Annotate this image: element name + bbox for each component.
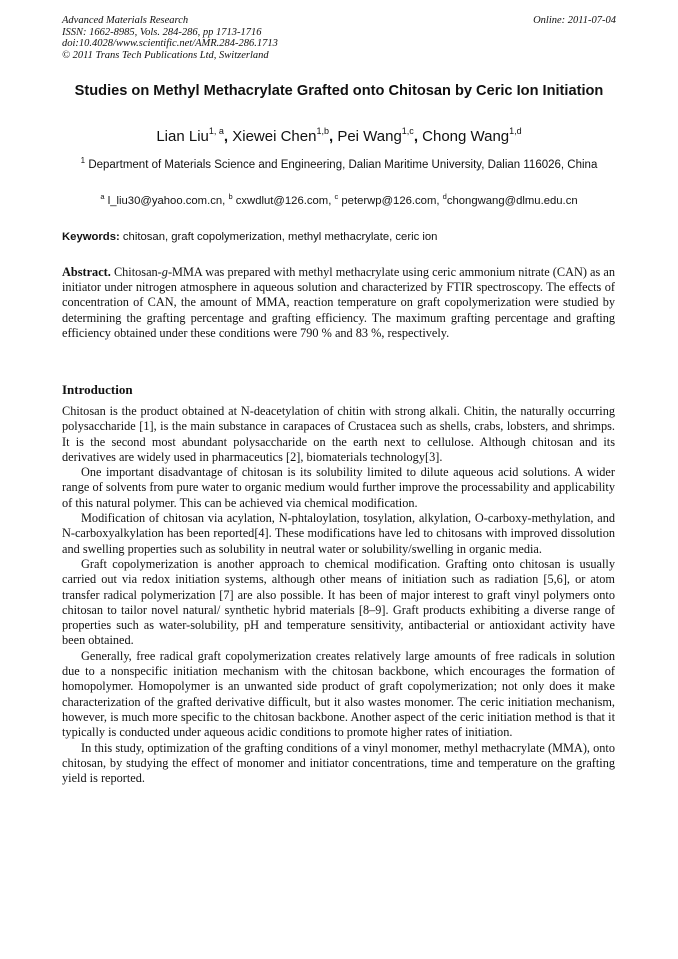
copyright-line: © 2011 Trans Tech Publications Ltd, Switzerland: [62, 49, 269, 61]
author-sup: 1, a: [208, 126, 224, 136]
paragraph: Generally, free radical graft copolymerization creates relatively large amounts of free radicals in solution due to a nonspecific initiation mechanism with the chitosan backbone, which encourages the formation of homopolymer. Homopolymer is an unwanted side product of graft copolymerization; not only does it make characterization of the grafted derivative difficult, but it also wastes monomer. The ceric initiation mechanism, however, is much more specific to the chitosan backbone. Another aspect of the ceric initiation method is that it typically is conducted under aqueous acidic conditions to promote higher rates of initiation.: [62, 648, 615, 740]
author-sup: 1,b: [316, 126, 329, 136]
online-date: Online: 2011-07-04: [533, 15, 616, 26]
paragraph: Chitosan is the product obtained at N-deacetylation of chitin with strong alkali. Chitin, the naturally occurring polysaccharide [1], is the main substance in carapaces of Crustacea such as shells, crabs, lobsters, and shrimps. It is the second most abundant polysaccharide on the earth next to cellulose. Although chitosan and its derivatives are widely used in pharmaceutics [2], biomaterials technology[3].: [62, 404, 615, 464]
email-sup: d: [442, 192, 447, 201]
author-name: Xiewei Chen: [232, 128, 317, 145]
abstract-text: -MMA was prepared with methyl methacrylate using ceric ammonium nitrate (CAN) as an initiator under nitrogen atmosphere in aqueous solution and characterized by FTIR spectroscopy. The effects of concentration of CAN, the amount of MMA, reaction temperature on graft copolymerization were studied by determining the grafting percentage and grafting efficiency. The maximum grafting percentage and grafting efficiency obtained under these conditions were 790 % and 83 %, respectively.: [62, 265, 615, 340]
keywords: [62, 230, 622, 244]
doi-line: doi:10.4028/www.scientific.net/AMR.284-286.1713: [62, 38, 278, 49]
keywords-label: Keywords:: [62, 231, 120, 243]
abstract: [62, 265, 615, 341]
paragraph: One important disadvantage of chitosan is its solubility limited to dilute aqueous acid solutions. A wider range of solvents from pure water to organic medium would further improve the processability and applicability of this natural polymer. This can be achieved via chemical modification.: [62, 465, 615, 510]
section-heading-introduction: Introduction: [62, 382, 133, 397]
abstract-label: Abstract.: [62, 265, 111, 279]
abstract-text-pre: Chitosan-: [110, 265, 162, 279]
email-sup: a: [100, 192, 105, 201]
journal-header: [62, 15, 278, 61]
email-sup: c: [334, 192, 339, 201]
affiliation: [62, 158, 616, 173]
email-address[interactable]: cxwdlut@126.com,: [235, 195, 335, 207]
author-name: Chong Wang: [422, 128, 510, 145]
email-list: [62, 194, 616, 208]
abstract-graft-g: g: [161, 265, 168, 279]
email-address[interactable]: chongwang@dlmu.edu.cn: [446, 195, 578, 207]
email-sup: b: [228, 192, 233, 201]
paragraph: Modification of chitosan via acylation, N-phtaloylation, tosylation, alkylation, O-carboxy-methylation, and N-carboxyalkylation has been reported[4]. These modifications have led to chitosans with improved dissolution and swelling properties such as solubility in neutral water or solubility/swelling in organic media.: [62, 511, 615, 556]
keywords-text: chitosan, graft copolymerization, methyl methacrylate, ceric ion: [119, 231, 438, 243]
journal-name: Advanced Materials Research: [62, 15, 189, 26]
author-name: Lian Liu: [156, 128, 209, 145]
author-list: [62, 127, 616, 147]
author-name: Pei Wang: [337, 128, 402, 145]
author-sup: 1,c: [401, 126, 414, 136]
affiliation-sup: 1: [80, 156, 86, 165]
issn-line: ISSN: 1662-8985, Vols. 284-286, pp 1713-1716: [62, 26, 262, 38]
email-address[interactable]: peterwp@126.com,: [341, 195, 443, 207]
paragraph: Graft copolymerization is another approach to chemical modification. Grafting onto chitosan is usually carried out via redox initiation systems, although other means of initiation such as radiation [5,6], or atom transfer radical polymerization [7] are also possible. It has been of major interest to graft vinyl polymers onto chitosan to tailor novel natural/ synthetic hybrid materials [8–9]. Graft products exhibiting a diverse range of properties such as water-solubility, pH and temperature sensitivity, antibacterial or antioxidant activity have been obtained.: [62, 556, 615, 648]
paper-title: Studies on Methyl Methacrylate Grafted onto Chitosan by Ceric Ion Initiation: [74, 83, 604, 99]
introduction-body: [62, 404, 615, 786]
author-sup: 1,d: [509, 126, 522, 136]
author-sep: ,: [413, 128, 423, 145]
author-sep: ,: [328, 128, 338, 145]
author-sep: ,: [223, 128, 233, 145]
email-address[interactable]: l_liu30@yahoo.com.cn,: [107, 195, 229, 207]
paragraph: In this study, optimization of the grafting conditions of a vinyl monomer, methyl methacrylate (MMA), onto chitosan, by studying the effect of monomer and initiator concentrations, time and temperature on the grafting yield is reported.: [62, 740, 615, 786]
affiliation-text: Department of Materials Science and Engineering, Dalian Maritime University, Dalian 116026, China: [88, 159, 598, 171]
